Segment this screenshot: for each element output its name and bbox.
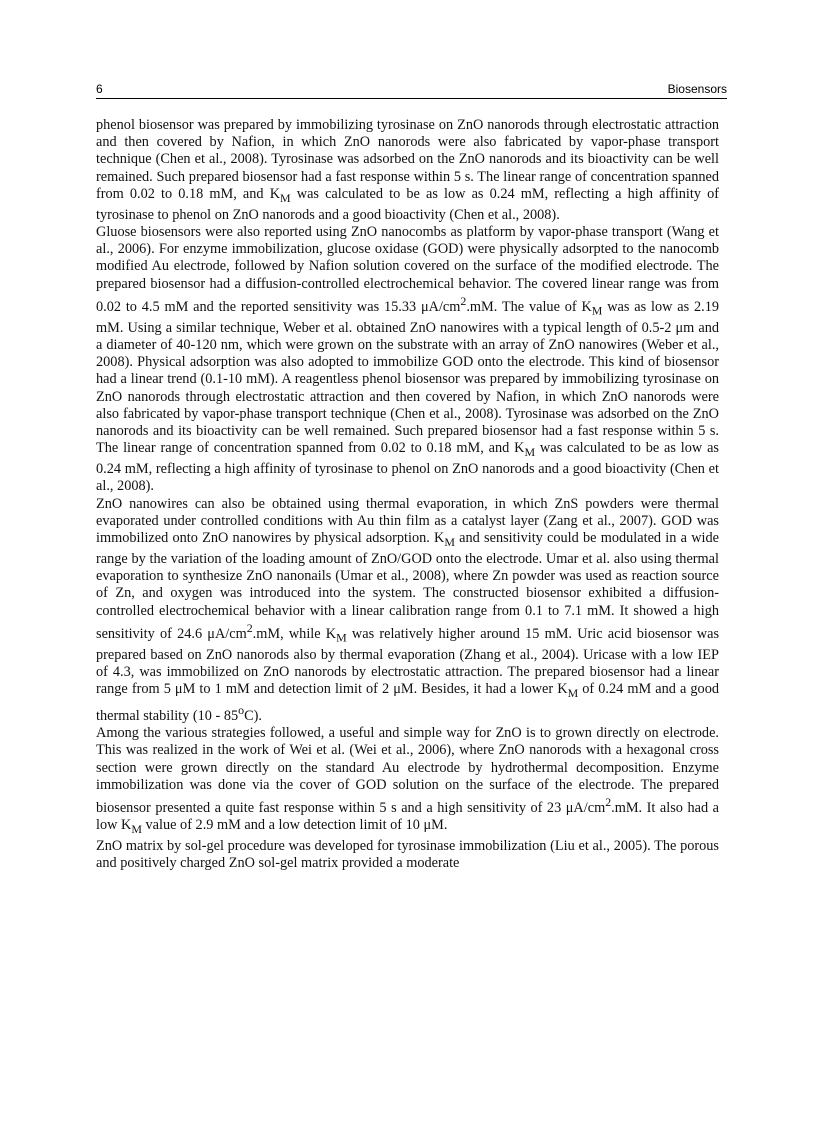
paragraph-3: ZnO nanowires can also be obtained using thermal evaporation, in which ZnS powders were thermal evaporated under controlled conditions with Au thin film as a catalyst layer (Zang et al., 2007). GOD was immobilized onto ZnO nanowires by physical adsorption. $K_M$ and sensitivity could be modulated in a wide range by the variation of the loading amount of ZnO/GOD onto the electrode. Umar et al. also using thermal evaporation to synthesize ZnO nanonails (Umar et al., 2008), where Zn powder was used as reaction source of Zn, and oxygen was introduced into the system. The constructed biosensor exhibited a diffusion-controlled electrochemical behavior with a linear calibration range from 0.1 to 7.1 mM. It showed a high sensitivity of 24.6 $\mu A/cm^2.mM$, while $K_M$ was relatively higher around 15 mM. Uric acid biosensor was prepared based on ZnO nanorods also by thermal evaporation (Zhang et al., 2004). Uricase with a low IEP of 4.3, was immobilized on ZnO nanorods by electrostatic attraction. The prepared biosensor had a linear range from 5 μM to 1 mM and detection limit of 2 μM. Besides, it had a lower $K_M$ of 0.24 mM and a good thermal stability (10 - 85$^o$C). [96,495,720,724]
page-number: 6 [96,82,103,96]
body-text [96,117,719,872]
paragraph-1: phenol biosensor was prepared by immobilizing tyrosinase on ZnO nanorods through electrostatic attraction and then covered by Nafion, in which ZnO nanorods were also fabricated by vapor-phase transport technique (Chen et al., 2008). Tyrosinase was adsorbed on the ZnO nanorods and its bioactivity can be well remained. Such prepared biosensor had a fast response within 5 s. The linear range of concentration spanned from 0.02 to 0.18 mM, and $K_M$ was calculated to be as low as 0.24 mM, reflecting a high affinity of tyrosinase to phenol on ZnO nanorods and a good bioactivity (Chen et al., 2008). [96,117,719,223]
paragraph-2: Gluose biosensors were also reported using ZnO nanocombs as platform by vapor-phase transport (Wang et al., 2006). For enzyme immobilization, glucose oxidase (GOD) were physically adsorpted to the nanocomb modified Au electrode, followed by Nafion solution covered on the surface of the modified electrode. The prepared biosensor had a diffusion-controlled electrochemical behavior. The covered linear range was from 0.02 to 4.5 mM and the reported sensitivity was 15.33 $\mu A/cm^2.mM$. The value of $K_M$ was as low as 2.19 mM. Using a similar technique, Weber et al. obtained ZnO nanowires with a typical length of 0.5-2 μm and a diameter of 40-120 nm, which were grown on the substrate with an array of ZnO nanowires (Weber et al., 2008). Physical adsorption was also adopted to immobilize GOD onto the electrode. This kind of biosensor had a linear trend (0.1-10 mM). A reagentless phenol biosensor was prepared by immobilizing tyrosinase on ZnO nanorods through electrostatic attraction and then covered by Nafion, in which ZnO nanorods were also fabricated by vapor-phase transport technique (Chen et al., 2008). Tyrosinase was adsorbed on the ZnO nanorods and its bioactivity can be well remained. Such prepared biosensor had a fast response within 5 s. The linear range of concentration spanned from 0.02 to 0.18 mM, and $K_M$ was calculated to be as low as 0.24 mM, reflecting a high affinity of tyrosinase to phenol on ZnO nanorods and a good bioactivity (Chen et al., 2008). [96,224,720,495]
paragraph-4: Among the various strategies followed, a useful and simple way for ZnO is to grown directly on electrode. This was realized in the work of Wei et al. (Wei et al., 2006), where ZnO nanorods with a hexagonal cross section were grown directly on the standard Au electrode by hydrothermal decomposition. Enzyme immobilization was done via the cover of GOD solution on the surface of the electrode. The prepared biosensor presented a quite fast response within 5 s and a high sensitivity of 23 $\mu A/cm^2.mM$. It also had a low $K_M$ value of 2.9 mM and a low detection limit of 10 μM. [96,725,719,836]
paragraph-5: ZnO matrix by sol-gel procedure was developed for tyrosinase immobilization (Liu et al., 2005). The porous and positively charged ZnO sol-gel matrix provided a moderate [96,838,719,872]
page-header [96,81,727,99]
running-title: Biosensors [667,82,727,96]
